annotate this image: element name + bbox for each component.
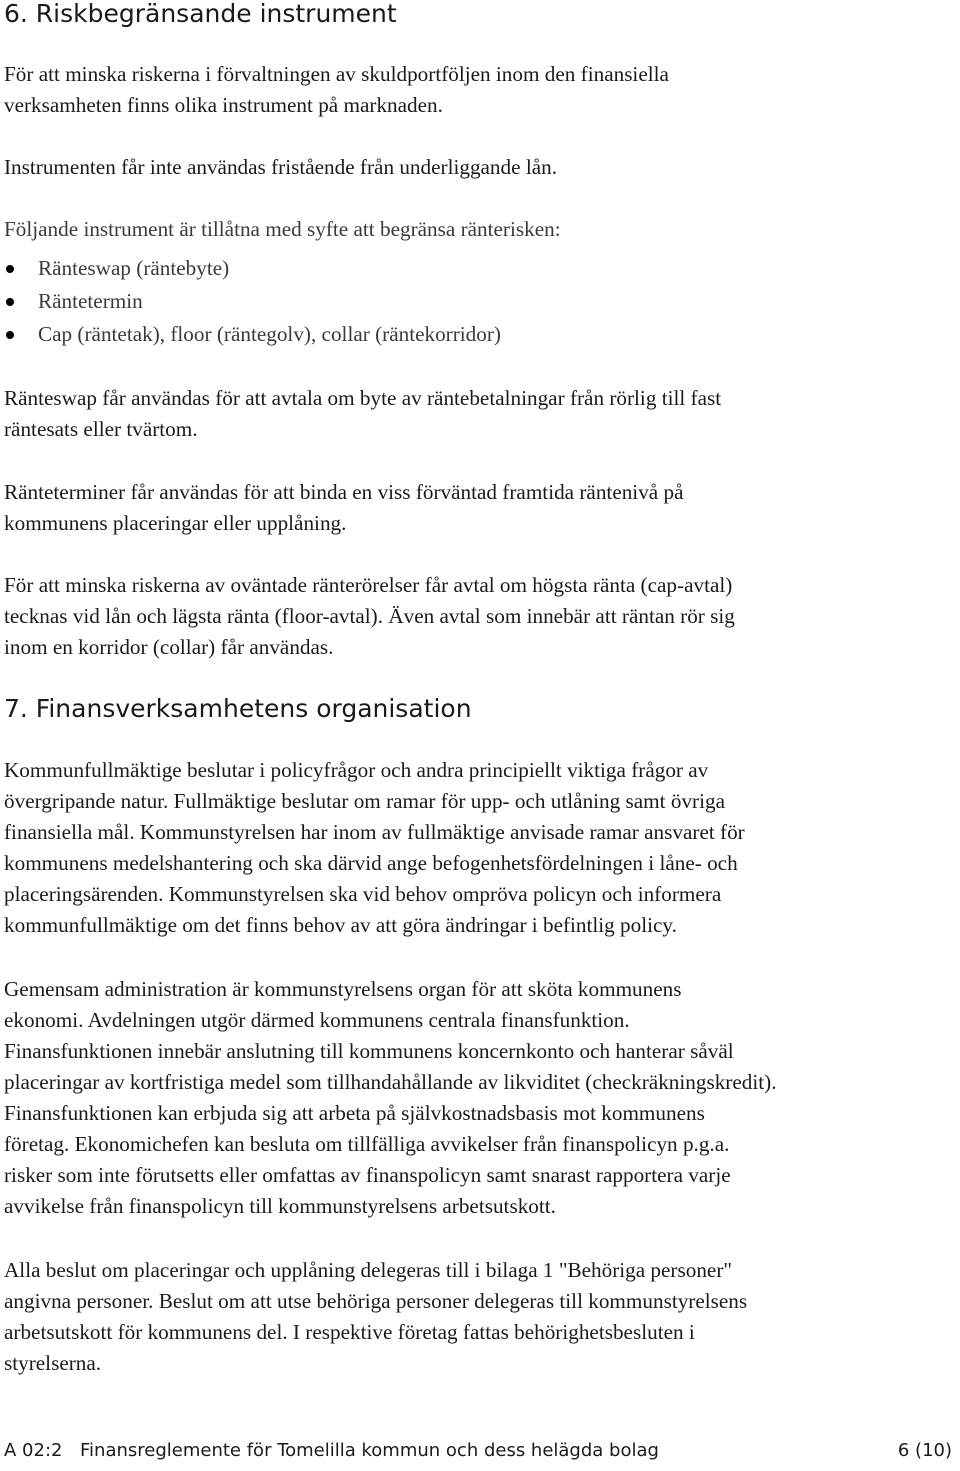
- section-7-paragraph-3: [4, 1255, 956, 1379]
- section-7-paragraph-1: [4, 755, 956, 941]
- text-line: För att minska riskerna i förvaltningen av skuldportföljen inom den finansiella: [4, 62, 669, 86]
- text-line: kommunens medelshantering och ska därvid ange befogenhetsfördelningen i låne- och: [4, 851, 738, 875]
- footer-page-number: 6 (10): [897, 1440, 952, 1461]
- text-line: Ränteterminer får användas för att binda en viss förväntad framtida räntenivå på: [4, 480, 684, 504]
- footer-doc-title: Finansreglemente för Tomelilla kommun och dess helägda bolag: [80, 1440, 659, 1461]
- text-line: finansiella mål. Kommunstyrelsen har inom av fullmäktige anvisade ramar ansvaret för: [4, 820, 745, 844]
- section-6-paragraph-1: [4, 59, 956, 121]
- text-line: ekonomi. Avdelningen utgör därmed kommunens centrala finansfunktion.: [4, 1008, 630, 1032]
- text-line: övergripande natur. Fullmäktige beslutar om ramar för upp- och utlåning samt övriga: [4, 789, 725, 813]
- text-line: Finansfunktionen kan erbjuda sig att arbeta på självkostnadsbasis mot kommunens: [4, 1101, 705, 1125]
- section-6-heading: 6. Riskbegränsande instrument: [4, 0, 397, 28]
- text-line: Ränteswap får användas för att avtala om byte av räntebetalningar från rörlig till fast: [4, 386, 722, 410]
- text-line: Finansfunktionen innebär anslutning till kommunens koncernkonto och hanterar såväl: [4, 1039, 734, 1063]
- text-line: kommunfullmäktige om det finns behov av att göra ändringar i befintlig policy.: [4, 913, 677, 937]
- text-line: företag. Ekonomichefen kan besluta om tillfälliga avvikelser från finanspolicyn p.g.a.: [4, 1132, 730, 1156]
- text-line: tecknas vid lån och lägsta ränta (floor-avtal). Även avtal som innebär att räntan rör sig: [4, 604, 735, 628]
- section-6-paragraph-5: [4, 570, 956, 663]
- list-item-label: Ränteswap (räntebyte): [38, 256, 230, 280]
- bullet-icon: [6, 331, 14, 339]
- text-line: Instrumenten får inte användas fristående från underliggande lån.: [4, 155, 558, 179]
- text-line: räntesats eller tvärtom.: [4, 417, 198, 441]
- text-line: arbetsutskott för kommunens del. I respektive företag fattas behörighetsbesluten i: [4, 1320, 695, 1344]
- text-line: styrelserna.: [4, 1351, 102, 1375]
- instrument-list-intro: [4, 214, 956, 245]
- text-line: placeringar av kortfristiga medel som tillhandahållande av likviditet (checkräkningskredit).: [4, 1070, 777, 1094]
- section-7-heading: 7. Finansverksamhetens organisation: [4, 694, 472, 723]
- text-line: Följande instrument är tillåtna med syfte att begränsa ränterisken:: [4, 217, 561, 241]
- list-item-label: Cap (räntetak), floor (räntegolv), collar (räntekorridor): [38, 322, 501, 346]
- list-item: [4, 318, 956, 351]
- footer-doc-code: A 02:2: [4, 1440, 63, 1461]
- text-line: För att minska riskerna av oväntade ränterörelser får avtal om högsta ränta (cap-avtal): [4, 573, 733, 597]
- text-line: placeringsärenden. Kommunstyrelsen ska vid behov ompröva policyn och informera: [4, 882, 722, 906]
- text-line: Kommunfullmäktige beslutar i policyfrågor och andra principiellt viktiga frågor av: [4, 758, 709, 782]
- text-line: angivna personer. Beslut om att utse behöriga personer delegeras till kommunstyrelsens: [4, 1289, 748, 1313]
- section-6-paragraph-4: [4, 477, 956, 539]
- bullet-icon: [6, 298, 14, 306]
- text-line: Gemensam administration är kommunstyrelsens organ för att sköta kommunens: [4, 977, 682, 1001]
- text-line: avvikelse från finanspolicyn till kommunstyrelsens arbetsutskott.: [4, 1194, 556, 1218]
- footer-document-info: [4, 1440, 659, 1462]
- bullet-icon: [6, 265, 14, 273]
- text-line: risker som inte förutsetts eller omfattas av finanspolicyn samt snarast rapportera varje: [4, 1163, 731, 1187]
- section-7-paragraph-2: [4, 974, 956, 1222]
- list-item: [4, 252, 956, 285]
- section-6-paragraph-2: [4, 152, 956, 183]
- text-line: Alla beslut om placeringar och upplåning delegeras till i bilaga 1 "Behöriga personer": [4, 1258, 733, 1282]
- text-line: inom en korridor (collar) får användas.: [4, 635, 334, 659]
- list-item: [4, 285, 956, 318]
- instrument-list: [4, 252, 956, 351]
- section-6-paragraph-3: [4, 383, 956, 445]
- list-item-label: Räntetermin: [38, 289, 143, 313]
- text-line: verksamheten finns olika instrument på marknaden.: [4, 93, 443, 117]
- text-line: kommunens placeringar eller upplåning.: [4, 511, 347, 535]
